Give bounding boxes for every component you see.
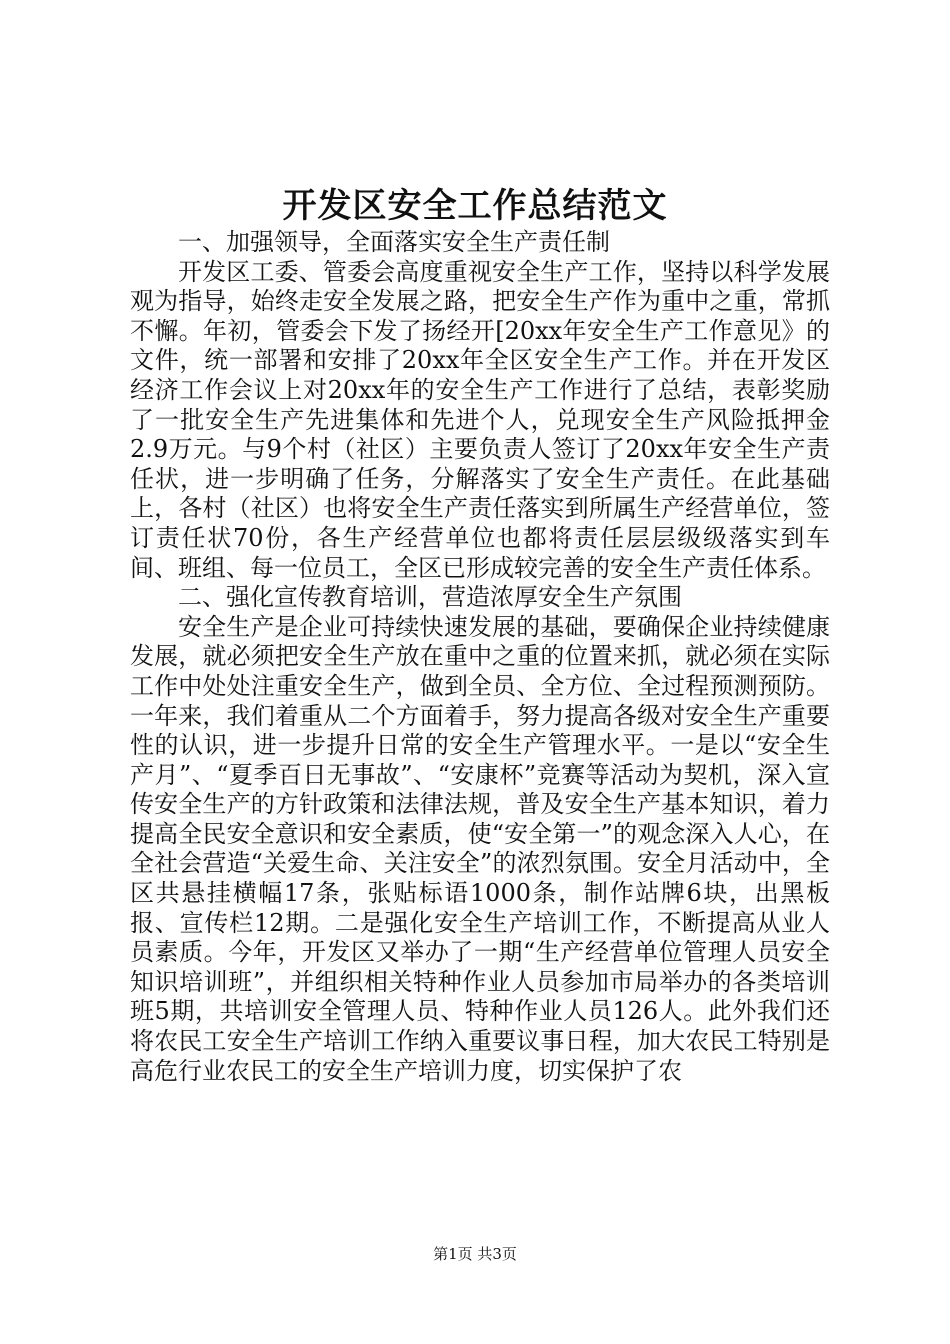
page-number: 第1页 共3页 bbox=[433, 1245, 517, 1263]
paragraph-2: 安全生产是企业可持续快速发展的基础，要确保企业持续健康发展，就必须把安全生产放在重中之重的位置来抓，就必须在实际工作中处处注重安全生产，做到全员、全方位、全过程预测预防。一年来，我们着重从二个方面着手，努力提高各级对安全生产重要性的认识，进一步提升日常的安全生产管理水平。一是以“安全生产月”、“夏季百日无事故”、“安康杯”竞赛等活动为契机，深入宣传安全生产的方针政策和法律法规，普及安全生产基本知识，着力提高全民安全意识和安全素质，使“安全第一”的观念深入人心，在全社会营造“关爱生命、关注安全”的浓烈氛围。安全月活动中，全区共悬挂横幅17条，张贴标语1000条，制作站牌6块，出黑板报、宣传栏12期。二是强化安全生产培训工作，不断提高从业人员素质。今年，开发区又举办了一期“生产经营单位管理人员安全知识培训班”，并组织相关特种作业人员参加市局举办的各类培训班5期，共培训安全管理人员、特种作业人员126人。此外我们还将农民工安全生产培训工作纳入重要议事日程，加大农民工特别是高危行业农民工的安全生产培训力度，切实保护了农 bbox=[130, 612, 830, 1085]
section-heading-2: 二、强化宣传教育培训，营造浓厚安全生产氛围 bbox=[178, 583, 682, 612]
section-heading-1: 一、加强领导，全面落实安全生产责任制 bbox=[178, 228, 610, 256]
paragraph-1: 开发区工委、管委会高度重视安全生产工作，坚持以科学发展观为指导，始终走安全发展之路，把安全生产作为重中之重，常抓不懈。年初，管委会下发了扬经开[20xx年安全生产工作意见》的文件，统一部署和安排了20xx年全区安全生产工作。并在开发区经济工作会议上对20xx年的安全生产工作进行了总结，表彰奖励了一批安全生产先进集体和先进个人，兑现安全生产风险抵押金2.9万元。与9个村（社区）主要负责人签订了20xx年安全生产责任状，进一步明确了任务，分解落实了安全生产责任。在此基础上，各村（社区）也将安全生产责任落实到所属生产经营单位，签订责任状70份，各生产经营单位也都将责任层层级级落实到车间、班组、每一位员工，全区已形成较完善的安全生产责任体系。 bbox=[130, 257, 830, 582]
document-body bbox=[130, 228, 830, 1086]
document-title: 开发区安全工作总结范文 bbox=[282, 186, 668, 226]
